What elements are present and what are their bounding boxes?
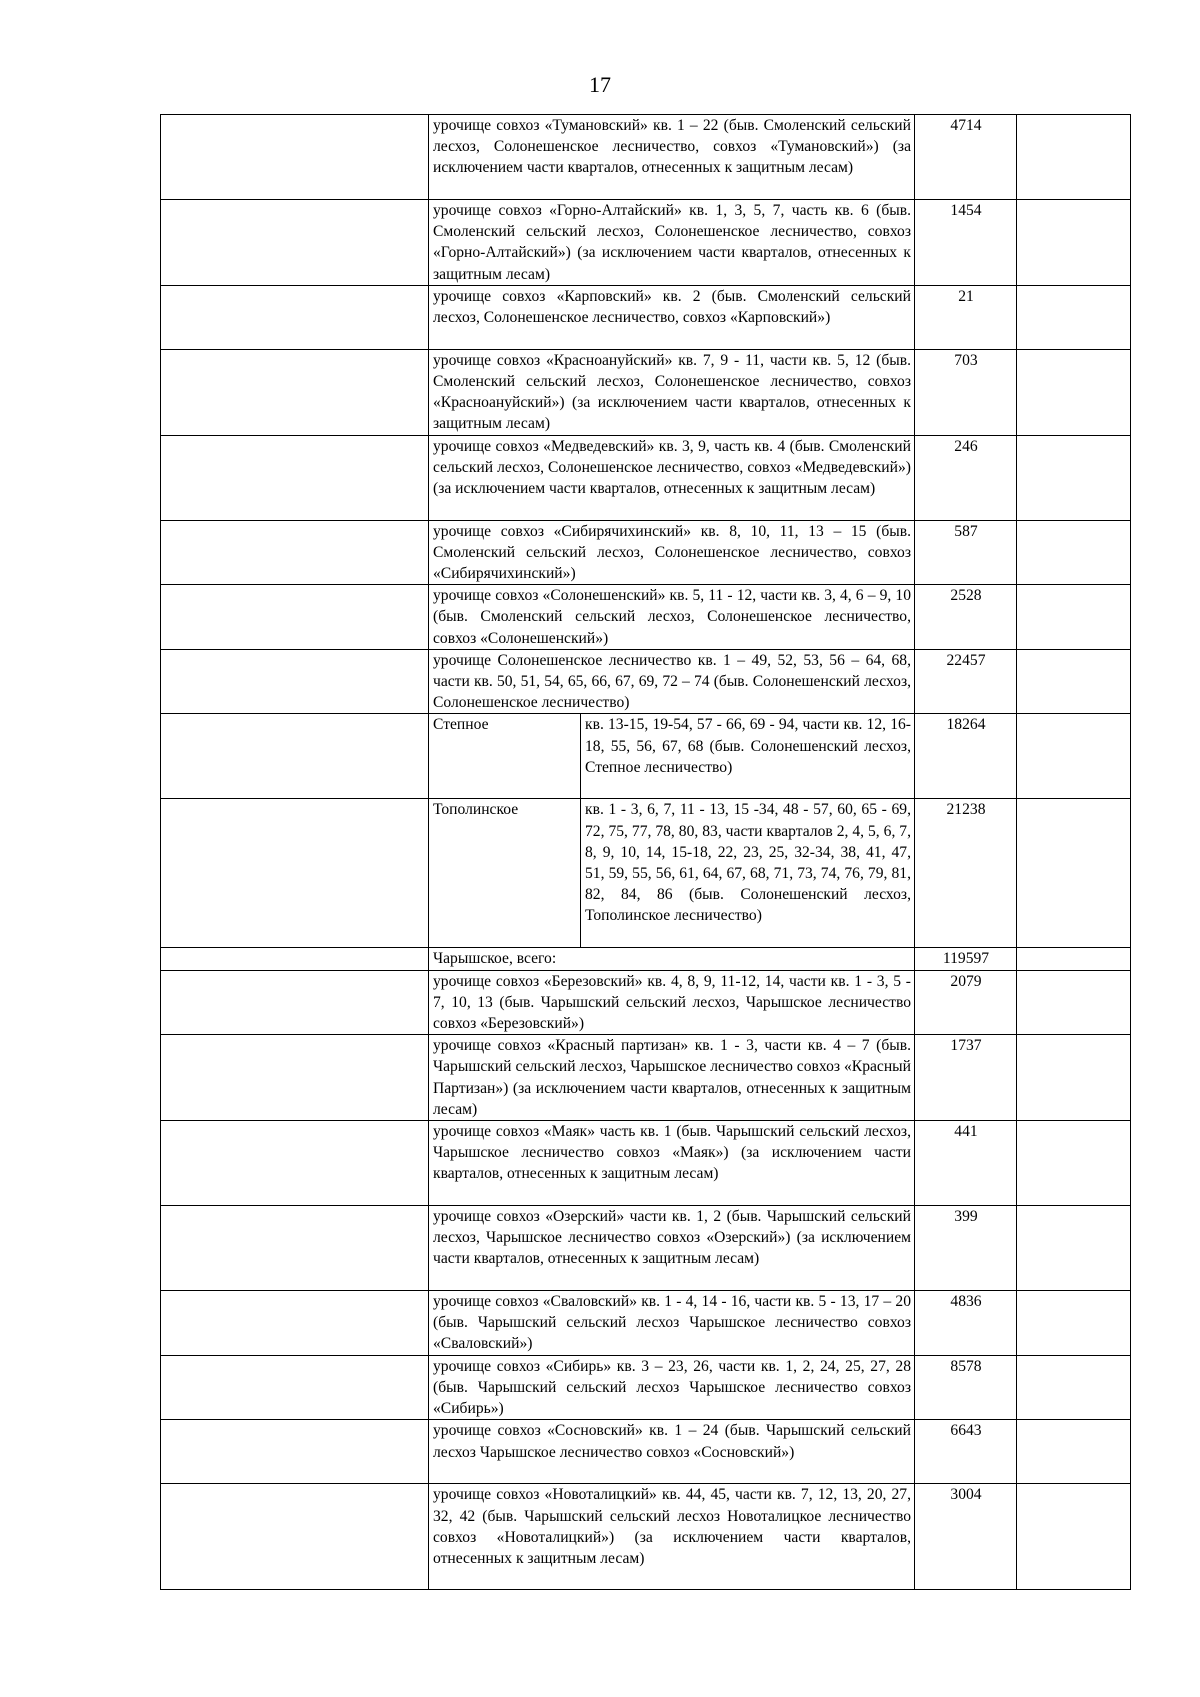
table-row	[161, 1035, 1131, 1121]
table-row	[161, 1206, 1131, 1291]
row-area: 441	[915, 1121, 1017, 1206]
row-description: урочище совхоз «Красноануйский» кв. 7, 9 - 11, части кв. 5, 12 (быв. Смоленский сельский лесхоз, Солонешенское лесничество, совхоз «Красноануйский») (за исключением части кварталов, отнесенных к защитным лесам)	[429, 349, 915, 435]
empty-cell	[161, 285, 429, 349]
table-body	[161, 115, 1131, 1590]
row-area: 18264	[915, 714, 1017, 799]
empty-cell	[1017, 1035, 1131, 1121]
empty-cell	[161, 1035, 429, 1121]
row-description: урочище совхоз «Сибирь» кв. 3 – 23, 26, части кв. 1, 2, 24, 25, 27, 28 (быв. Чарышский сельский лесхоз Чарышское лесничество совхоз «Сибирь»)	[429, 1355, 915, 1420]
empty-cell	[161, 1206, 429, 1291]
row-area: 2079	[915, 970, 1017, 1035]
row-area: 3004	[915, 1484, 1017, 1590]
row-area: 4836	[915, 1291, 1017, 1356]
empty-cell	[161, 585, 429, 650]
table-row	[161, 435, 1131, 520]
row-area: 246	[915, 435, 1017, 520]
table-row	[161, 970, 1131, 1035]
row-area: 21238	[915, 799, 1017, 948]
page-number: 17	[589, 72, 611, 97]
empty-cell	[1017, 948, 1131, 970]
table-row	[161, 115, 1131, 200]
table-row	[161, 520, 1131, 585]
row-area: 399	[915, 1206, 1017, 1291]
table-row	[161, 1484, 1131, 1590]
table-row	[161, 200, 1131, 286]
row-description: кв. 13-15, 19-54, 57 - 66, 69 - 94, части кв. 12, 16-18, 55, 56, 67, 68 (быв. Солонешенский лесхоз, Степное лесничество)	[581, 714, 915, 799]
empty-cell	[161, 1291, 429, 1356]
row-description: кв. 1 - 3, 6, 7, 11 - 13, 15 -34, 48 - 57, 60, 65 - 69, 72, 75, 77, 78, 80, 83, части кварталов 2, 4, 5, 6, 7, 8, 9, 10, 14, 15-18, 22, 23, 25, 32-34, 38, 41, 47, 51, 59, 55, 56, 61, 64, 67, 68, 71, 73, 74, 76, 79, 81, 82, 84, 86 (быв. Солонешенский лесхоз, Тополинское лесничество)	[581, 799, 915, 948]
table-row	[161, 1291, 1131, 1356]
empty-cell	[161, 520, 429, 585]
row-area: 703	[915, 349, 1017, 435]
row-description: урочище Солонешенское лесничество кв. 1 – 49, 52, 53, 56 – 64, 68, части кв. 50, 51, 54, 65, 66, 67, 69, 72 – 74 (быв. Солонешенский лесхоз, Солонешенское лесничество)	[429, 649, 915, 714]
empty-cell	[161, 970, 429, 1035]
table-row	[161, 714, 1131, 799]
table-row	[161, 1420, 1131, 1484]
row-description: урочище совхоз «Красный партизан» кв. 1 - 3, части кв. 4 – 7 (быв. Чарышский сельский лесхоз, Чарышское лесничество совхоз «Красный Партизан») (за исключением части кварталов, отнесенных к защитным лесам)	[429, 1035, 915, 1121]
row-description: урочище совхоз «Березовский» кв. 4, 8, 9, 11-12, 14, части кв. 1 - 3, 5 - 7, 10, 13 (быв. Чарышский сельский лесхоз, Чарышское лесничество совхоз «Березовский»)	[429, 970, 915, 1035]
row-description: урочище совхоз «Озерский» части кв. 1, 2 (быв. Чарышский сельский лесхоз, Чарышское лесничество совхоз «Озерский») (за исключением части кварталов, отнесенных к защитным лесам)	[429, 1206, 915, 1291]
row-description: урочище совхоз «Сибирячихинский» кв. 8, 10, 11, 13 – 15 (быв. Смоленский сельский лесхоз, Солонешенское лесничество, совхоз «Сибирячихинский»)	[429, 520, 915, 585]
row-forestry-name: Степное	[429, 714, 581, 799]
empty-cell	[161, 200, 429, 286]
row-description: урочище совхоз «Солонешенский» кв. 5, 11 - 12, части кв. 3, 4, 6 – 9, 10 (быв. Смоленский сельский лесхоз, Солонешенское лесничество, совхоз «Солонешенский»)	[429, 585, 915, 650]
empty-cell	[161, 714, 429, 799]
empty-cell	[1017, 285, 1131, 349]
row-description: урочище совхоз «Горно-Алтайский» кв. 1, 3, 5, 7, часть кв. 6 (быв. Смоленский сельский лесхоз, Солонешенское лесничество, совхоз «Горно-Алтайский») (за исключением части кварталов, отнесенных к защитным лесам)	[429, 200, 915, 286]
forest-areas-table	[160, 114, 1131, 1590]
empty-cell	[161, 115, 429, 200]
row-area: 8578	[915, 1355, 1017, 1420]
empty-cell	[161, 1355, 429, 1420]
empty-cell	[1017, 1291, 1131, 1356]
row-area: 4714	[915, 115, 1017, 200]
empty-cell	[1017, 435, 1131, 520]
table-row	[161, 649, 1131, 714]
empty-cell	[1017, 520, 1131, 585]
empty-cell	[1017, 714, 1131, 799]
row-forestry-name: Тополинское	[429, 799, 581, 948]
row-description: урочище совхоз «Маяк» часть кв. 1 (быв. Чарышский сельский лесхоз, Чарышское лесничество совхоз «Маяк») (за исключением части кварталов, отнесенных к защитным лесам)	[429, 1121, 915, 1206]
empty-cell	[1017, 1355, 1131, 1420]
table-row	[161, 349, 1131, 435]
row-area: 21	[915, 285, 1017, 349]
empty-cell	[1017, 585, 1131, 650]
table-row	[161, 1121, 1131, 1206]
empty-cell	[161, 1484, 429, 1590]
empty-cell	[1017, 115, 1131, 200]
empty-cell	[1017, 649, 1131, 714]
empty-cell	[1017, 1206, 1131, 1291]
empty-cell	[1017, 200, 1131, 286]
row-area: 1454	[915, 200, 1017, 286]
empty-cell	[161, 948, 429, 970]
table-row	[161, 285, 1131, 349]
empty-cell	[161, 1420, 429, 1484]
row-area: 1737	[915, 1035, 1017, 1121]
empty-cell	[161, 799, 429, 948]
empty-cell	[161, 349, 429, 435]
empty-cell	[1017, 349, 1131, 435]
row-area: 119597	[915, 948, 1017, 970]
row-description: урочище совхоз «Медведевский» кв. 3, 9, часть кв. 4 (быв. Смоленский сельский лесхоз, Солонешенское лесничество, совхоз «Медведевский») (за исключением части кварталов, отнесенных к защитным лесам)	[429, 435, 915, 520]
empty-cell	[1017, 1484, 1131, 1590]
empty-cell	[161, 435, 429, 520]
row-area: 587	[915, 520, 1017, 585]
empty-cell	[1017, 970, 1131, 1035]
table-row	[161, 799, 1131, 948]
row-area: 6643	[915, 1420, 1017, 1484]
empty-cell	[1017, 799, 1131, 948]
empty-cell	[1017, 1420, 1131, 1484]
table-row	[161, 1355, 1131, 1420]
row-description: урочище совхоз «Сосновский» кв. 1 – 24 (быв. Чарышский сельский лесхоз Чарышское лесничество совхоз «Сосновский»)	[429, 1420, 915, 1484]
row-description: урочище совхоз «Сваловский» кв. 1 - 4, 14 - 16, части кв. 5 - 13, 17 – 20 (быв. Чарышский сельский лесхоз Чарышское лесничество совхоз «Сваловский»)	[429, 1291, 915, 1356]
empty-cell	[161, 1121, 429, 1206]
row-description: урочище совхоз «Карповский» кв. 2 (быв. Смоленский сельский лесхоз, Солонешенское лесничество, совхоз «Карповский»)	[429, 285, 915, 349]
row-area: 2528	[915, 585, 1017, 650]
empty-cell	[1017, 1121, 1131, 1206]
table-row	[161, 948, 1131, 970]
table-row	[161, 585, 1131, 650]
row-area: 22457	[915, 649, 1017, 714]
empty-cell	[161, 649, 429, 714]
row-description: Чарышское, всего:	[429, 948, 915, 970]
row-description: урочище совхоз «Тумановский» кв. 1 – 22 (быв. Смоленский сельский лесхоз, Солонешенское лесничество, совхоз «Тумановский») (за исключением части кварталов, отнесенных к защитным лесам)	[429, 115, 915, 200]
row-description: урочище совхоз «Новоталицкий» кв. 44, 45, части кв. 7, 12, 13, 20, 27, 32, 42 (быв. Чарышский сельский лесхоз Новоталицкое лесничество совхоз «Новоталицкий») (за исключением части кварталов, отнесенных к защитным лесам)	[429, 1484, 915, 1590]
